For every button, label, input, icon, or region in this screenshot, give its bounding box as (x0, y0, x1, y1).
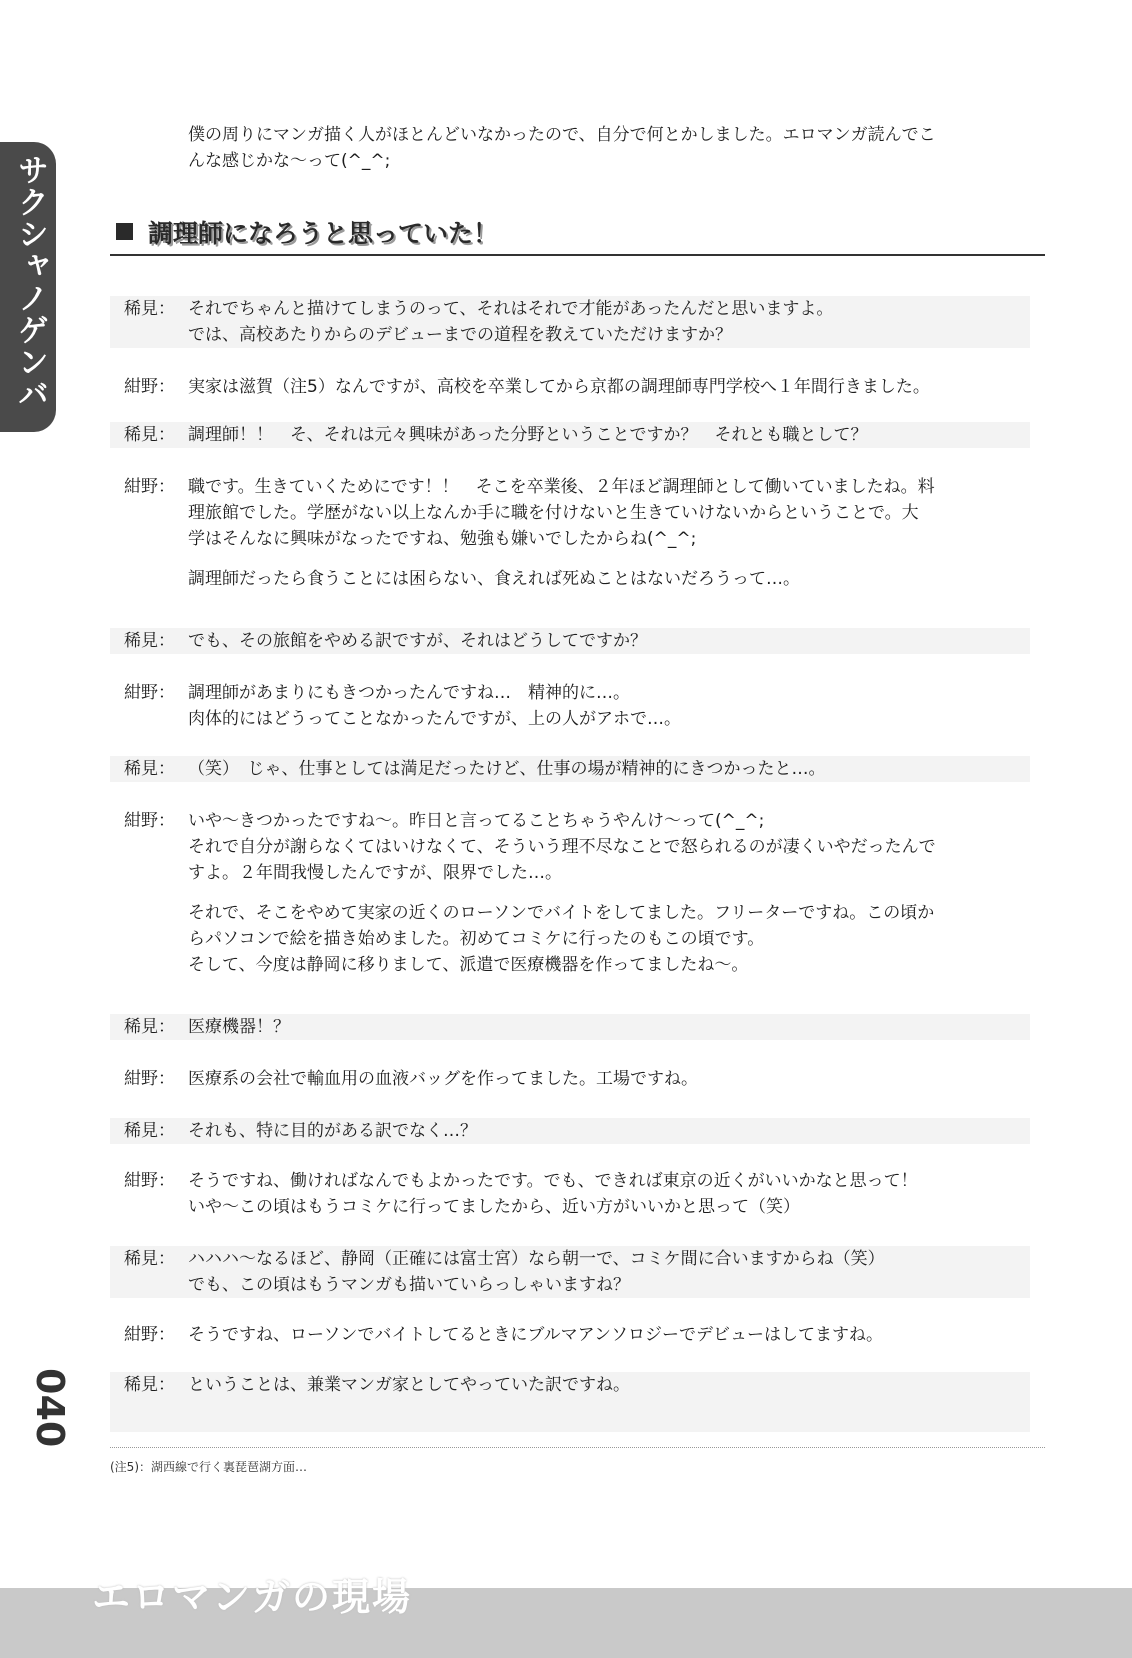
dialogue-turn (110, 628, 1030, 654)
speaker-label: 紺野： (124, 683, 175, 703)
dialogue-line: 肉体的にはどうってことなかったんですが、上の人がアホで…。 (188, 709, 681, 729)
intro-line: んな感じかな～って(^_^; (188, 151, 391, 171)
dialogue-turn (110, 422, 1030, 448)
dialogue-line: ということは、兼業マンガ家としてやっていた訳ですね。 (188, 1375, 630, 1395)
dialogue-line: それで自分が謝らなくてはいけなくて、そういう理不尽なことで怒られるのが凄くいやだったんで (188, 837, 936, 857)
dialogue-turn (110, 1118, 1030, 1144)
dialogue-line: 調理師があまりにもきつかったんですね… 精神的に…。 (188, 683, 630, 703)
dialogue-line: （笑） じゃ、仕事としては満足だったけど、仕事の場が精神的にきつかったと…。 (188, 759, 826, 779)
dialogue-line: でも、この頃はもうマンガも描いていらっしゃいますね？ (188, 1275, 630, 1295)
dialogue-turn (110, 1322, 1030, 1348)
dialogue-line: 医療系の会社で輸血用の血液バッグを作ってました。工場ですね。 (188, 1069, 698, 1089)
footer-title: エロマンガの現場 (92, 1575, 413, 1619)
speaker-label: 紺野： (124, 1325, 175, 1345)
dialogue-line: それで、そこをやめて実家の近くのローソンでバイトをしてました。フリーターですね。この頃か (188, 903, 935, 923)
speaker-label: 稀見： (124, 1121, 175, 1141)
square-bullet-icon (116, 223, 133, 240)
speaker-label: 紺野： (124, 811, 175, 831)
dialogue-line: そうですね、働ければなんでもよかったです。でも、できれば東京の近くがいいかなと思って！ (188, 1171, 918, 1191)
dialogue-turn (110, 1372, 1030, 1432)
speaker-label: 稀見： (124, 299, 175, 319)
dialogue-line: いや～きつかったですね～。昨日と言ってることちゃうやんけ～って(^_^; (188, 811, 765, 831)
side-tab-label: サクシャノゲンバ (12, 154, 48, 410)
intro-paragraph (188, 122, 1028, 174)
dialogue-line: ハハハ～なるほど、静岡（正確には富士宮）なら朝一で、コミケ間に合いますからね（笑） (188, 1249, 885, 1269)
dialogue-line: それも、特に目的がある訳でなく…？ (188, 1121, 477, 1141)
dialogue-line: 理旅館でした。学歴がない以上なんか手に職を付けないと生きていけないからということで。大 (188, 503, 919, 523)
dialogue-turn (110, 756, 1030, 782)
page-number: 040 (28, 1368, 72, 1448)
dialogue-turn (110, 1014, 1030, 1040)
dialogue-turn (110, 374, 1030, 400)
speaker-label: 稀見： (124, 1017, 175, 1037)
dialogue-line: いや～この頃はもうコミケに行ってましたから、近い方がいいかと思って（笑） (188, 1197, 800, 1217)
dialogue-line: でも、その旅館をやめる訳ですが、それはどうしてですか？ (188, 631, 647, 651)
dialogue-line: 調理師！！ そ、それは元々興味があった分野ということですか？ それとも職として？ (188, 425, 868, 445)
dialogue-turn (110, 1246, 1030, 1298)
speaker-label: 稀見： (124, 631, 175, 651)
dialogue-line: すよ。２年間我慢したんですが、限界でした…。 (188, 863, 562, 883)
dialogue-line: では、高校あたりからのデビューまでの道程を教えていただけますか？ (188, 325, 732, 345)
dialogue-turn (110, 474, 1030, 592)
dialogue-line: 職です。生きていくためにです！！ そこを卒業後、２年ほど調理師として働いていましたね。料 (188, 477, 935, 497)
dialogue-turn (110, 808, 1030, 978)
speaker-label: 紺野： (124, 477, 175, 497)
dialogue-turn (110, 1168, 1030, 1220)
dialogue-line: そして、今度は静岡に移りまして、派遣で医療機器を作ってましたね～。 (188, 955, 749, 975)
dialogue-turn (110, 296, 1030, 348)
dialogue-turn (110, 1066, 1030, 1092)
speaker-label: 紺野： (124, 1171, 175, 1191)
speaker-label: 稀見： (124, 759, 175, 779)
speaker-label: 紺野： (124, 377, 175, 397)
speaker-label: 稀見： (124, 1375, 175, 1395)
dialogue-line: それでちゃんと描けてしまうのって、それはそれで才能があったんだと思いますよ。 (188, 299, 834, 319)
dialogue-line: 実家は滋賀（注5）なんですが、高校を卒業してから京都の調理師専門学校へ１年間行きました。 (188, 377, 930, 397)
dialogue-line: らパソコンで絵を描き始めました。初めてコミケに行ったのもこの頃です。 (188, 929, 765, 949)
dialogue-line: 学はそんなに興味がなったですね、勉強も嫌いでしたからね(^_^; (188, 529, 697, 549)
speaker-label: 稀見： (124, 425, 175, 445)
dialogue-line: そうですね、ローソンでバイトしてるときにブルマアンソロジーでデビューはしてますね。 (188, 1325, 883, 1345)
speaker-label: 稀見： (124, 1249, 175, 1269)
intro-line: 僕の周りにマンガ描く人がほとんどいなかったので、自分で何とかしました。エロマンガ読んでこ (188, 125, 936, 145)
footnote-divider (110, 1447, 1045, 1448)
section-heading (110, 210, 1045, 256)
speaker-label: 紺野： (124, 1069, 175, 1089)
dialogue-turn (110, 680, 1030, 732)
section-title: 調理師になろうと思っていた！ (148, 219, 499, 248)
side-tab (0, 142, 56, 432)
dialogue-line: 医療機器！？ (188, 1017, 290, 1037)
dialogue-line: 調理師だったら食うことには困らない、食えれば死ぬことはないだろうって…。 (188, 569, 800, 589)
footnote: (注5)：湖西線で行く裏琵琶湖方面… (110, 1460, 307, 1474)
